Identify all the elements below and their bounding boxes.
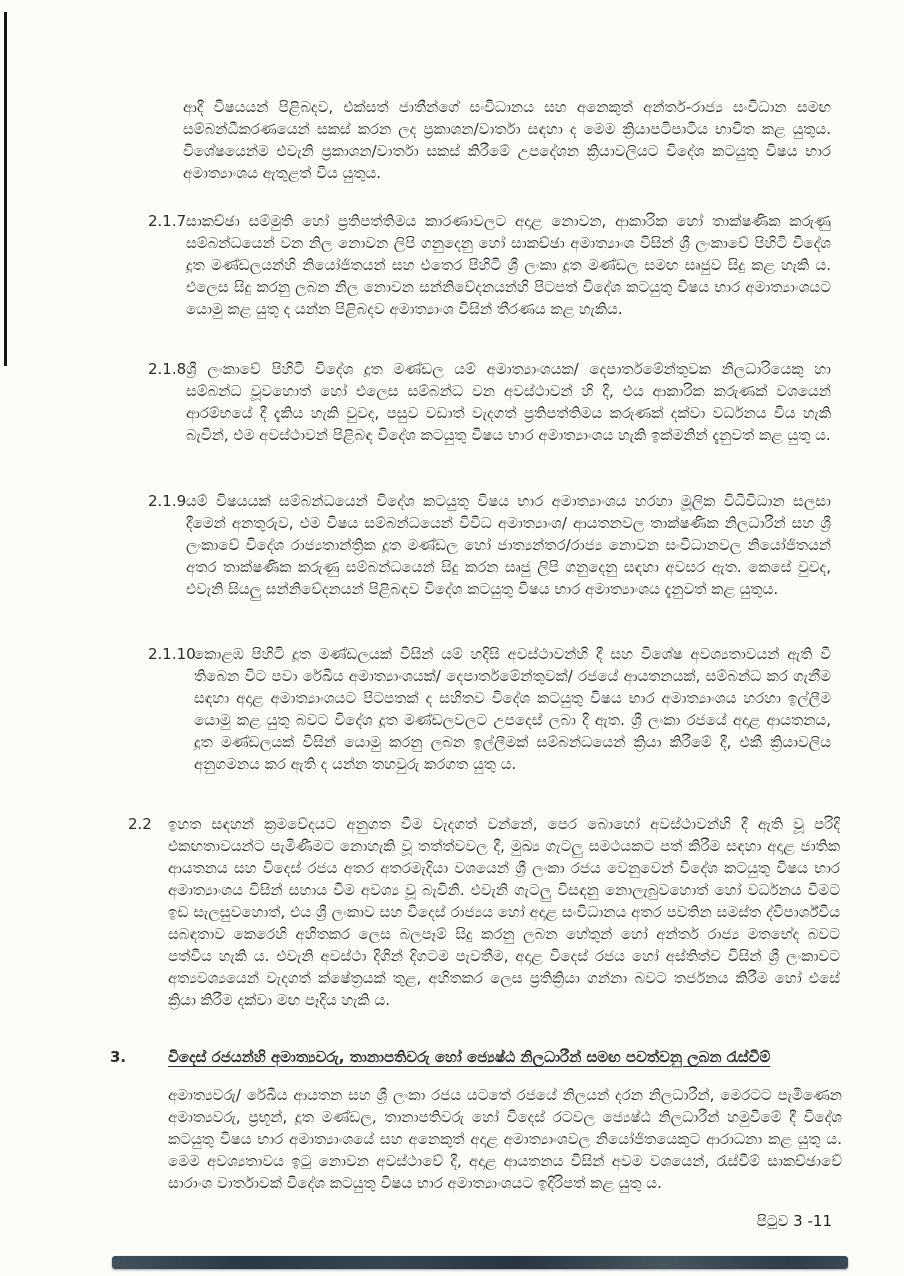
intro-paragraph: ආදී විෂයයන් පිළිබදව, එක්සත් ජාතීන්ගේ සංවිධානය සහ අනෙකුත් අන්තර්-රාජ්‍ය සංවිධාන සමඟ සම්බන්ධීකරණයෙන් සකස් කරන ලද ප්‍රකාශන/වාර්තා සඳහා ද මෙම ක්‍රියාපටිපාටිය භාවිත කළ යුතුය. විශේෂයෙන්ම එවැනි ප්‍රකාශන/වාර්තා සකස් කිරීමේ උපදේශන ක්‍රියාවලියට විදේශ කටයුතු විෂය භාර අමාත්‍යාංශය ඇතුළත් විය යුතුය. xyxy=(183,98,831,182)
clause-number: 2.2 xyxy=(128,815,152,833)
page-number: පිටුව 3 -11 xyxy=(756,1212,832,1230)
clause-number: 2.1.9 xyxy=(148,492,187,510)
clause-2-1-7 xyxy=(148,210,831,346)
section-3-paragraph: අමාත්‍යවරු/ රේඛීය ආයතන සහ ශ්‍රී ලංකා රජය යටතේ රජයේ නිලයන් දරන නිලධාරීන්, මෙරටට පැමිණෙන අමාත්‍යවරු, ප්‍රභූන්, දූත මණ්ඩල, තානාපතිවරු හෝ විදෙස් රටවල ජ්‍යෙෂ්ඨ නිලධාරීන් හමුවීමේ දී විදේශ කටයුතු විෂය භාර අමාත්‍යාංශයේ සහ අනෙකුත් අදාළ අමාත්‍යාංශවල නියෝජිතයෙකුට ආරාධනා කළ යුතු ය. මෙම අවශ්‍යතාවය ඉටු නොවන අවස්ථාවේ දී, අදාළ ආයතනය විසින් අවම වශයෙන්, රැස්වීම් සාකච්ඡාවේ සාරාංශ වාර්තාවක් විදේශ කටයුතු විෂය භාර අමාත්‍යාංශයට ඉදිරිපත් කළ යුතු ය. xyxy=(168,1086,842,1192)
clause-2-2 xyxy=(128,813,840,1037)
clause-2-1-9 xyxy=(148,490,831,626)
scan-edge-line xyxy=(4,12,7,366)
clause-text: කොළඹ පිහිටි දූත මණ්ඩලයක් විසින් යම් හදිසි අවස්ථාවන්හි දී සහ විශේෂ අවශ්‍යතාවයන් ඇති වී තිබෙන විට පවා රේඛීය අමාත්‍යාංශයක්/ දෙපාර්තමේන්තුවක්/ රජයේ ආයතනයක්, සම්බන්ධ කර ගැනීම සඳහා අදාළ අමාත්‍යාංශයට පිටපතක් ද සහිතව විදේශ කටයුතු විෂය භාර අමාත්‍යාංශය හරහා ඉල්ලීම යොමු කළ යුතු බවට විදේශ දූත මණ්ඩලවලට උපදෙස් ලබා දී ඇත. ශ්‍රී ලංකා රජයේ අදාළ ආයතනය, දූත මණ්ඩලයක් විසින් යොමු කරනු ලබන ඉල්ලීමක් සම්බන්ධයෙන් ක්‍රියා කිරීමේ දී, එකී ක්‍රියාවලිය අනුගමනය කර ඇති ද යන්න තහවුරු කරගත යුතු ය. xyxy=(194,645,831,773)
clause-text: ශ්‍රී ලංකාවේ පිහිටි විදේශ දූත මණ්ඩල යම් අමාත්‍යාංශයක/ දෙපාර්තමේන්තුවක නිලධාරියෙකු හා සම්බන්ධ වූවහොත් හෝ එලෙස සම්බන්ධ වන අවස්ථාවන් හි දී, එය ආකාරික කරුණක් වශයෙන් ආරම්භයේ දී දැකිය හැකි වුවද, පසුව වඩාත් වැදගත් ප්‍රතිපත්තිමය කරුණක් දක්වා වර්ධනය විය හැකි බැවින්, එම අවස්ථාවන් පිළිබඳ විදේශ කටයුතු විෂය භාර අමාත්‍යාංශය හැකි ඉක්මනින් දැනුවත් කළ යුතු ය. xyxy=(186,360,831,444)
clause-text: සාකච්ඡා සම්මුති හෝ ප්‍රතිපත්තිමය කාරණාවලට අදාළ නොවන, ආකාරික හෝ තාක්ෂණික කරුණු සම්බන්ධයෙන් වන නිල නොවන ලිපි ගනුදෙනු හෝ සාකච්ඡා අමාත්‍යාංශ විසින් ශ්‍රී ලංකාවේ පිහිටි විදේශ දූත මණ්ඩලයන්හි නියෝජිතයන් සහ එතෙර පිහිටි ශ්‍රී ලංකා දූත මණ්ඩල සමඟ සෘජුව සිදු කළ හැකි ය. එලෙස සිදු කරනු ලබන නිල නොවන සන්නිවේදනයන්හි පිටපත් විදේශ කටයුතු විෂය භාර අමාත්‍යාංශයට යොමු කළ යුතු ද යන්න පිළිබදව අමාත්‍යාංශ විසින් තීරණය කළ හැකිය. xyxy=(186,212,831,318)
section-3-heading-row xyxy=(110,1046,840,1072)
scan-artifact-bar xyxy=(112,1256,848,1269)
clause-number: 2.1.8 xyxy=(148,360,187,378)
section-number: 3. xyxy=(110,1048,127,1066)
clause-text: යම් විෂයයක් සම්බන්ධයෙන් විදේශ කටයුතු විෂය භාර අමාත්‍යාංශය හරහා මූලික විධිවිධාන සලසා දීමෙන් අනතුරුව, එම විෂය සම්බන්ධයෙන් විවිධ අමාත්‍යාංශ/ ආයතනවල තාක්ෂණික නිලධාරීන් සහ ශ්‍රී ලංකාවේ විදේශ රාජ්‍යතාන්ත්‍රික දූත මණ්ඩල හෝ ජාත්‍යන්තර/රාජ්‍ය නොවන සංවිධානවල නියෝජිතයන් අතර තාක්ෂණික කරුණු සම්බන්ධයෙන් සිදු කරන සෘජු ලිපි ගනුදෙනු සඳහා අවසර ඇත. කෙසේ වුවද, එවැනි සියලු සන්නිවේදනයන් පිළිබඳව විදේශ කටයුතු විෂය භාර අමාත්‍යාංශය දැනුවත් කළ යුතුය. xyxy=(186,492,831,598)
clause-number: 2.1.7 xyxy=(148,212,187,230)
clause-number: 2.1.10 xyxy=(148,645,196,663)
section-heading: විදෙස් රජයන්හි අමාත්‍යවරු, තානාපතිවරු හෝ ජ්‍යෙෂ්ඨ නිලධාරීන් සමඟ පවත්වනු ලබන රැස්වීම් xyxy=(168,1048,771,1066)
clause-2-1-8 xyxy=(148,358,831,472)
clause-text: ඉහත සඳහන් ක්‍රමවේදයට අනුගත වීම වැදගත් වන්නේ, පෙර බොහෝ අවස්ථාවන්හි දී ඇති වූ පරිදි එකඟතාවයන්ට පැමිණීමට නොහැකි වූ තත්ත්වවල දී, මුඛ්‍ය ගැටලු සමථයකට පත් කිරීම සඳහා අදාළ ජාතික ආයතනය සහ විදෙස් රජය අතර අතරමැදියා වශයෙන් ශ්‍රී ලංකා රජය වෙනුවෙන් විදේශ කටයුතු විෂය භාර අමාත්‍යාංශය විසින් සහාය වීම අවශ්‍ය වූ බැවිනි. එවැනි ගැටලු විසඳනු නොලැබුවහොත් හෝ වර්ධනය වීමට ඉඩ සැලසුවහොත්, එය ශ්‍රී ලංකාව සහ විදෙස් රාජ්‍යය හෝ අදාළ සංවිධානය අතර පවතින සමස්ත ද්විපාර්ශ්වීය සබඳතාව කෙරෙහි අහිතකර ලෙස බලපෑම් සිදු කරනු ලබන හේතුන් හෝ අන්තර් රාජ්‍ය මතභේද බවට පත්විය හැකි ය. එවැනි අවස්ථා දිගින් දිගටම පැවතීම, අදාළ විදෙස් රජය හෝ අස්තිත්ව විසින් ශ්‍රී ලංකාවට අත්‍යවශ්‍යයෙන් වැදගත් ක්ෂේත්‍රයක් තුළ, අහිතකර ලෙස ප්‍රතික්‍රියා ගන්නා බවට තර්ජනය කිරීම හෝ එසේ ක්‍රියා කිරීම දක්වා මඟ පෑදිය හැකි ය. xyxy=(168,815,840,1009)
clause-2-1-10 xyxy=(148,643,831,801)
